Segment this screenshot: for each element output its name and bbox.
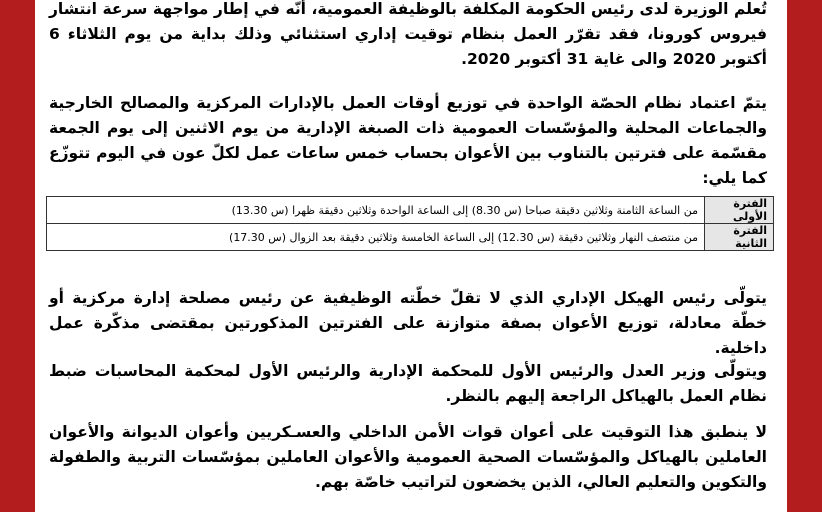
- period-hours-second: من منتصف النهار وثلاثين دقيقة (س 12.30) إلى الساعة الخامسة وثلاثين دقيقة بعد الزوال (س 17.30): [47, 224, 705, 251]
- table-row: [47, 197, 774, 224]
- paragraph-distribution: يتولّى رئيس الهيكل الإداري الذي لا تقلّ خطّته الوظيفية عن رئيس مصلحة إدارة مركزية أو خطّة معادلة، توزيع الأعوان بصفة متوازنة على الفترتين المذكورتين بمقتضى مذكّرة عمل داخلية.: [49, 289, 767, 357]
- schedule-table: [46, 196, 774, 251]
- paragraph-single-session: يتمّ اعتماد نظام الحصّة الواحدة في توزيع أوقات العمل بالإدارات المركزية والمصالح الخارجية والجماعات المحلية والمؤسّسات العمومية ذات الصبغة الإدارية من يوم الاثنين إلى يوم الجمعة مقسّمة على فترتين بالتناوب بين الأعوان بحساب خمس ساعات عمل لكلّ عون في اليوم تتوزّع كما يلي:: [49, 94, 767, 187]
- document-page: [35, 0, 787, 512]
- period-label-second: الفترة الثانية: [705, 224, 774, 251]
- period-label-first: الفترة الأولى: [705, 197, 774, 224]
- paragraph-exceptions: لا ينطبق هذا التوقيت على أعوان قوات الأمن الداخلي والعسـكريين وأعوان الديوانة والأعوان العاملين بالهياكل والمؤسّسات الصحية العمومية والأعوان العاملين بمؤسّسات التربية والطفولة والتكوين والتعليم العالي، الذين يخضعون لتراتيب خاصّة بهم.: [49, 423, 767, 491]
- table-row: [47, 224, 774, 251]
- paragraph-justice: ويتولّى وزير العدل والرئيس الأول للمحكمة الإدارية والرئيس الأول لمحكمة المحاسبات ضبط نظام العمل بالهياكل الراجعة إليهم بالنظر.: [49, 362, 767, 405]
- paragraph-announcement: تُعلم الوزيرة لدى رئيس الحكومة المكلفة بالوظيفة العمومية، أنّه في إطار مواجهة سرعة انتشار فيروس كورونا، فقد تقرّر العمل بنظام توقيت إداري استثنائي وذلك بداية من يوم الثلاثاء 6 أكتوبر 2020 والى غاية 31 أكتوبر 2020.: [49, 0, 767, 68]
- period-hours-first: من الساعة الثامنة وثلاثين دقيقة صباحا (س 8.30) إلى الساعة الواحدة وثلاثين دقيقة ظهرا (س 13.30): [47, 197, 705, 224]
